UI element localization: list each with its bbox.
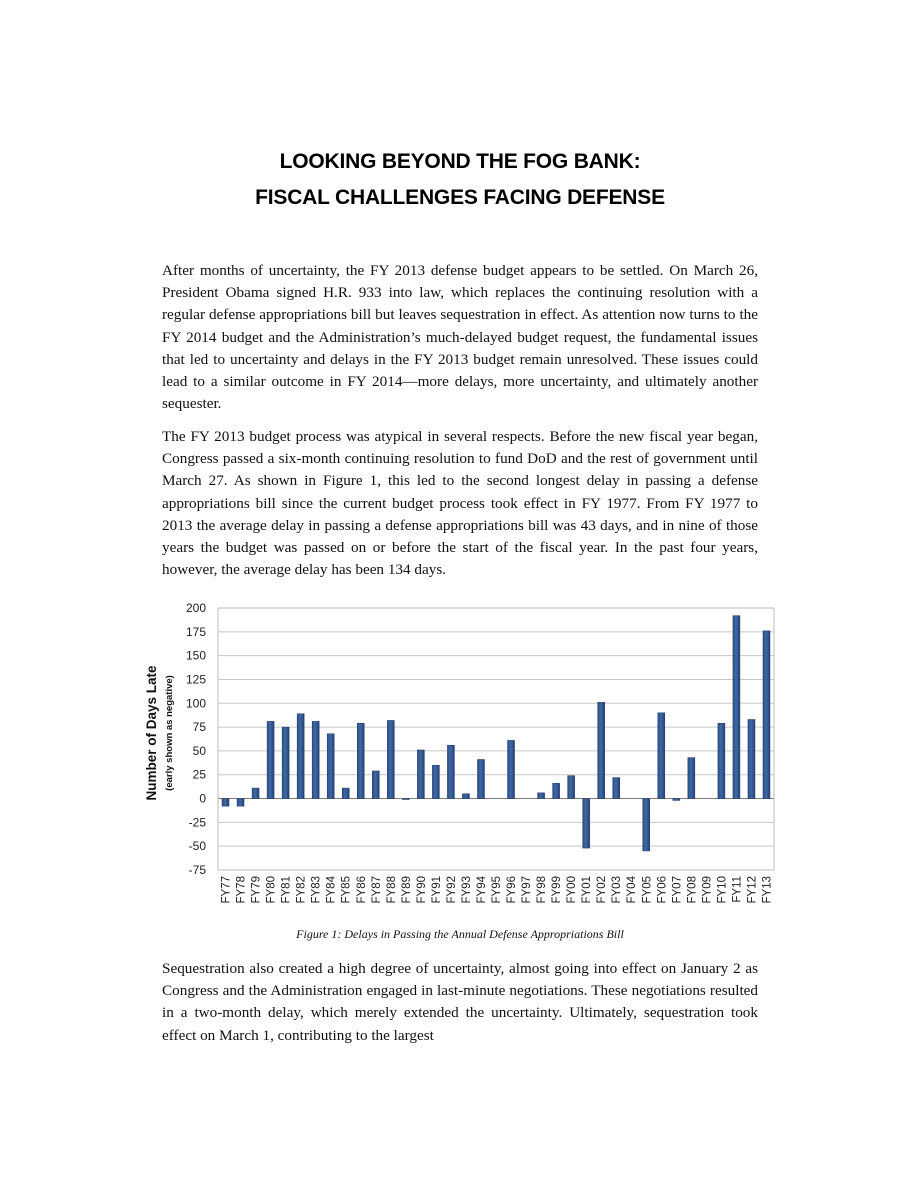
y-tick-label: -50: [188, 839, 206, 854]
bar-fy08: [688, 758, 695, 799]
delays-bar-chart: [140, 598, 790, 916]
x-tick-label: FY09: [701, 876, 714, 904]
x-tick-label: FY95: [491, 876, 503, 904]
x-tick-label: FY06: [656, 876, 669, 904]
bar-fy01: [583, 799, 590, 849]
y-tick-label: 75: [192, 720, 206, 735]
x-tick-label: FY89: [400, 876, 413, 904]
bar-fy81: [282, 727, 289, 798]
x-tick-label: FY12: [746, 876, 759, 904]
bar-fy94: [477, 759, 484, 798]
y-tick-label: 125: [185, 672, 206, 687]
x-tick-label: FY82: [295, 876, 308, 904]
x-tick-label: FY83: [310, 876, 323, 904]
x-tick-label: FY97: [521, 876, 534, 904]
x-tick-label: FY93: [460, 876, 473, 904]
bar-fy12: [748, 719, 755, 798]
bar-fy05: [643, 799, 650, 851]
bar-fy93: [462, 794, 469, 799]
x-tick-label: FY02: [596, 876, 609, 904]
bar-fy89: [402, 799, 409, 800]
x-tick-label: FY84: [325, 876, 338, 904]
paragraph-3: Sequestration also created a high degree of uncertainty, almost going into effect on January 2 as Congress and the Administration engaged in last-minute negotiations. These negotiations resulted in a two-month delay, which merely extended the uncertainty. Ultimately, sequestration took effect on March 1, contributing to the largest: [162, 960, 758, 1044]
x-tick-label: FY88: [385, 876, 398, 904]
y-tick-label: 150: [185, 648, 206, 663]
y-tick-label: -25: [188, 815, 206, 830]
bar-fy78: [237, 799, 244, 807]
bar-fy86: [357, 723, 364, 798]
y-tick-label: 50: [192, 743, 206, 758]
x-tick-label: FY08: [686, 876, 699, 904]
bar-fy83: [312, 721, 319, 798]
bar-fy98: [538, 793, 545, 799]
x-tick-label: FY05: [641, 876, 654, 904]
bar-fy99: [553, 783, 560, 798]
paragraph-1: After months of uncertainty, the FY 2013 defense budget appears to be settled. On March 26, President Obama signed H.R. 933 into law, which replaces the continuing resolution with a regular defense appropriations bill but leaves sequestration in effect. As attention now turns to the FY 2014 budget and the Administration’s much-delayed budget request, the fundamental issues that led to uncertainty and delays in the FY 2013 budget remain unresolved. These issues could lead to a similar outcome in FY 2014—more delays, more uncertainty, and ultimately another sequester.: [162, 262, 758, 413]
x-tick-label: FY00: [566, 876, 579, 904]
x-tick-label: FY78: [235, 876, 248, 904]
x-tick-label: FY92: [445, 876, 458, 904]
x-tick-label: FY04: [626, 876, 639, 904]
bar-fy03: [613, 778, 620, 799]
x-tick-label: FY87: [370, 876, 383, 904]
bar-fy00: [568, 776, 575, 799]
y-tick-label: 0: [199, 791, 206, 806]
x-tick-label: FY94: [475, 876, 488, 904]
bar-fy80: [267, 721, 274, 798]
bar-fy11: [733, 616, 740, 799]
x-tick-label: FY10: [716, 876, 729, 904]
x-tick-label: FY11: [731, 876, 744, 903]
bar-fy96: [508, 740, 515, 798]
figure-caption: Figure 1: Delays in Passing the Annual Defense Appropriations Bill: [296, 927, 624, 941]
x-tick-label: FY86: [355, 876, 368, 904]
bar-fy10: [718, 723, 725, 798]
x-tick-label: FY79: [250, 876, 263, 904]
y-tick-label: 175: [185, 624, 206, 639]
bar-fy07: [673, 799, 680, 801]
x-tick-label: FY91: [430, 876, 443, 904]
y-tick-label: 25: [192, 767, 206, 782]
paragraph-2: The FY 2013 budget process was atypical in several respects. Before the new fiscal year began, Congress passed a six-month continuing resolution to fund DoD and the rest of government until March 27. As shown in Figure 1, this led to the second longest delay in passing a defense appropriations bill since the current budget process took effect in FY 1977. From FY 1977 to 2013 the average delay in passing a defense appropriations bill was 43 days, and in nine of those years the budget was passed on or before the start of the fiscal year. In the past four years, however, the average delay has been 134 days.: [162, 428, 758, 579]
x-tick-label: FY85: [340, 876, 353, 904]
bar-fy06: [658, 713, 665, 799]
title-line-1: LOOKING BEYOND THE FOG BANK:: [279, 150, 641, 173]
bar-fy92: [447, 745, 454, 798]
bar-fy82: [297, 714, 304, 799]
x-tick-label: FY99: [551, 876, 564, 904]
title-line-2: FISCAL CHALLENGES FACING DEFENSE: [255, 186, 665, 209]
bar-fy88: [387, 720, 394, 798]
x-tick-label: FY01: [581, 876, 594, 904]
bar-fy87: [372, 771, 379, 799]
bar-fy02: [598, 702, 605, 798]
x-tick-label: FY07: [671, 876, 684, 904]
x-tick-label: FY98: [536, 876, 549, 904]
x-tick-label: FY13: [761, 876, 774, 904]
x-tick-label: FY80: [265, 876, 278, 904]
y-axis-sublabel: (early shown as negative): [164, 675, 175, 791]
y-tick-label: 200: [185, 601, 206, 615]
bar-fy84: [327, 734, 334, 799]
y-tick-label: -75: [188, 863, 206, 877]
x-tick-label: FY77: [220, 876, 233, 904]
x-tick-label: FY96: [506, 876, 519, 904]
x-tick-label: FY90: [415, 876, 428, 904]
bar-fy79: [252, 788, 259, 798]
bar-fy13: [763, 631, 770, 799]
bar-fy91: [432, 765, 439, 798]
x-tick-label: FY03: [611, 876, 624, 904]
y-axis-label: Number of Days Late: [144, 665, 159, 801]
bar-fy85: [342, 788, 349, 798]
y-tick-label: 100: [185, 696, 206, 711]
x-tick-label: FY81: [280, 876, 293, 904]
bar-fy90: [417, 750, 424, 799]
bar-fy77: [222, 799, 229, 807]
